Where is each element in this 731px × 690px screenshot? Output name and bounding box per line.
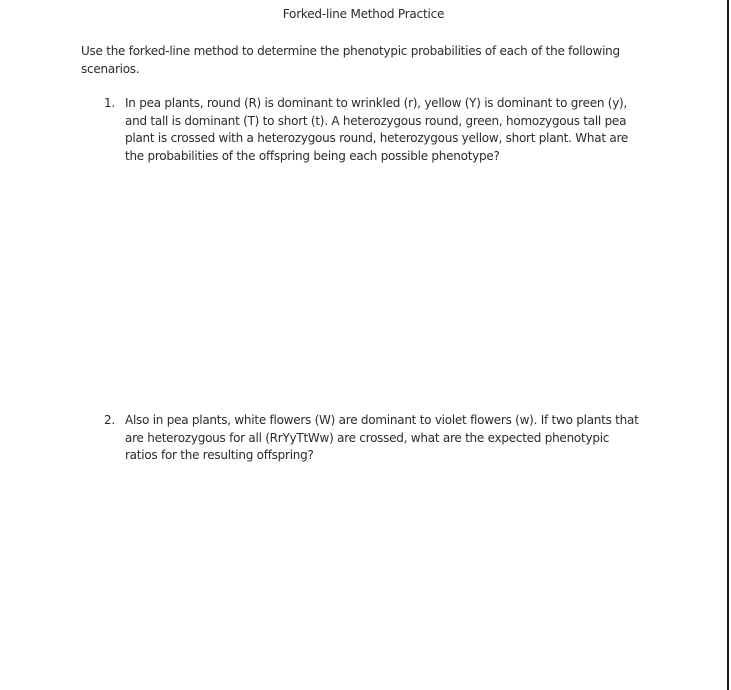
question-text-1: In pea plants, round (R) is dominant to wrinkled (r), yellow (Y) is dominant to green (y), and tall is dominant (T) to short (t). A heterozygous round, green, homozygous tall pea plant is crossed with a heterozygous round, heterozygous yellow, short plant. What are the probabilities of the offspring being each possible phenotype? [125, 96, 628, 163]
question-number-1: 1. [104, 96, 115, 110]
question-number-2: 2. [104, 413, 115, 427]
question-item-1 [104, 95, 644, 165]
question-text-2: Also in pea plants, white flowers (W) are dominant to violet flowers (w). If two plants that are heterozygous for all (RrYyTtWw) are crossed, what are the expected phenotypic ratios for the resulting offspring? [125, 413, 639, 462]
instructions-paragraph: Use the forked-line method to determine the phenotypic probabilities of each of the following scenarios. [81, 44, 620, 76]
question-item-2 [104, 412, 644, 465]
page-title: Forked-line Method Practice [282, 7, 445, 21]
